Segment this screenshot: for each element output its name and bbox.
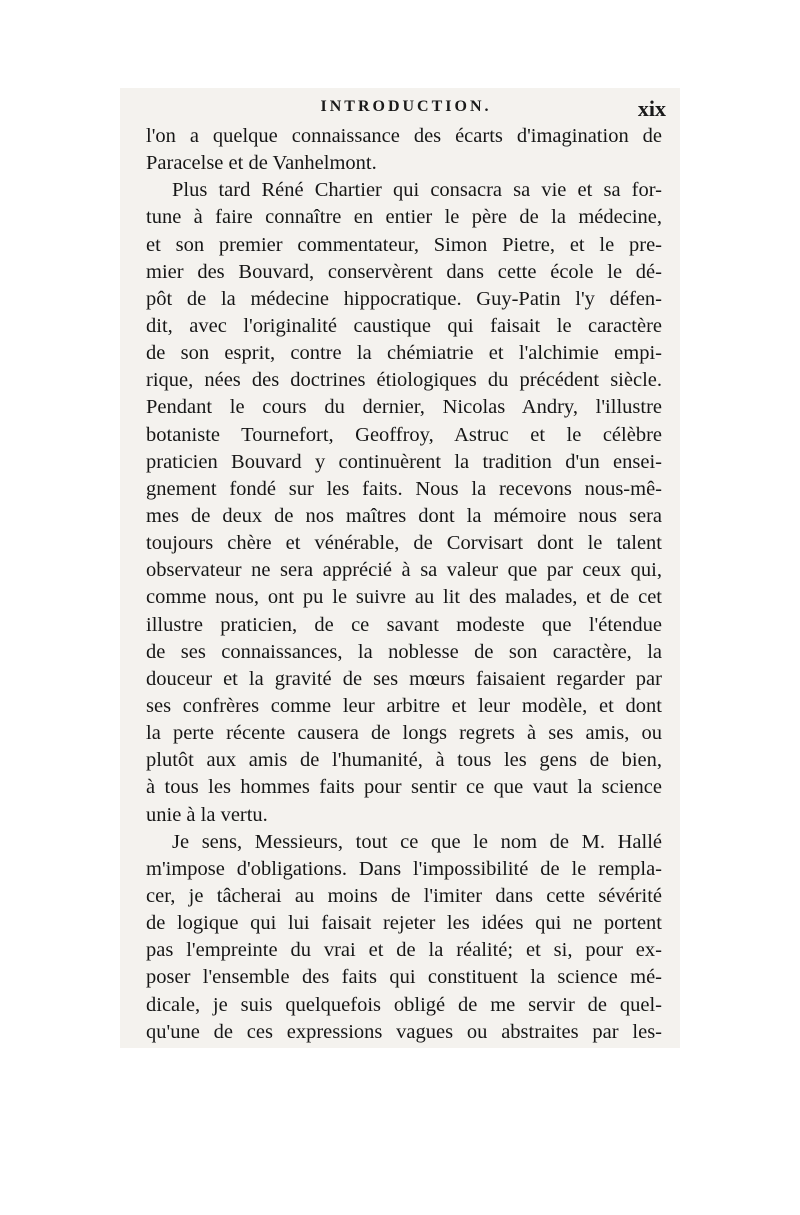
body-text [146,123,662,1046]
text-line: de logique qui lui faisait rejeter les idées qui ne portent [146,912,662,935]
running-head [146,96,666,124]
text-line: Paracelse et de Vanhelmont. [146,152,377,175]
text-line: pas l'empreinte du vrai et de la réalité; et si, pour ex- [146,939,662,962]
text-line: mier des Bouvard, conservèrent dans cette école le dé- [146,260,662,283]
text-line: dit, avec l'originalité caustique qui faisait le caractère [146,314,662,337]
page-number: xix [637,96,666,121]
running-title: INTRODUCTION. [320,98,492,115]
text-line: douceur et la gravité de ses mœurs faisaient regarder par [146,667,662,690]
text-line: et son premier commentateur, Simon Pietre, et le pre- [146,233,662,256]
paragraph-first-line: Je sens, Messieurs, tout ce que le nom de M. Hallé [172,830,662,853]
text-line: observateur ne sera apprécié à sa valeur que par ceux qui, [146,559,662,582]
text-line: la perte récente causera de longs regrets à ses amis, ou [146,722,662,745]
text-line: rique, nées des doctrines étiologiques du précédent siècle. [146,369,662,392]
text-line: unie à la vertu. [146,803,268,826]
text-line: praticien Bouvard y continuèrent la tradition d'un ensei- [146,450,662,473]
text-line: m'impose d'obligations. Dans l'impossibilité de le rempla- [146,857,662,880]
text-line: de ses connaissances, la noblesse de son caractère, la [146,640,662,663]
text-line: Pendant le cours du dernier, Nicolas Andry, l'illustre [146,396,662,419]
text-line: de son esprit, contre la chémiatrie et l'alchimie empi- [146,342,662,365]
text-line: ses confrères comme leur arbitre et leur modèle, et dont [146,694,662,717]
text-line: gnement fondé sur les faits. Nous la recevons nous-mê- [146,477,662,500]
text-line: cer, je tâcherai au moins de l'imiter dans cette sévérité [146,884,662,907]
text-line: à tous les hommes faits pour sentir ce que vaut la science [146,776,662,799]
text-line: dicale, je suis quelquefois obligé de me servir de quel- [146,993,662,1016]
text-line: mes de deux de nos maîtres dont la mémoire nous sera [146,504,662,527]
text-line: tune à faire connaître en entier le père de la médecine, [146,206,662,229]
text-line: illustre praticien, de ce savant modeste que l'étendue [146,613,662,636]
text-line: pôt de la médecine hippocratique. Guy-Patin l'y défen- [146,287,662,310]
text-line: plutôt aux amis de l'humanité, à tous les gens de bien, [146,749,662,772]
paragraph-first-line: Plus tard Réné Chartier qui consacra sa vie et sa for- [172,179,662,202]
text-line: qu'une de ces expressions vagues ou abstraites par les- [146,1020,662,1043]
text-line: toujours chère et vénérable, de Corvisart dont le talent [146,532,662,555]
text-line: l'on a quelque connaissance des écarts d'imagination de [146,125,662,147]
text-line: comme nous, ont pu le suivre au lit des malades, et de cet [146,586,662,609]
text-line: botaniste Tournefort, Geoffroy, Astruc et le célèbre [146,423,662,446]
text-line: poser l'ensemble des faits qui constituent la science mé- [146,966,662,989]
